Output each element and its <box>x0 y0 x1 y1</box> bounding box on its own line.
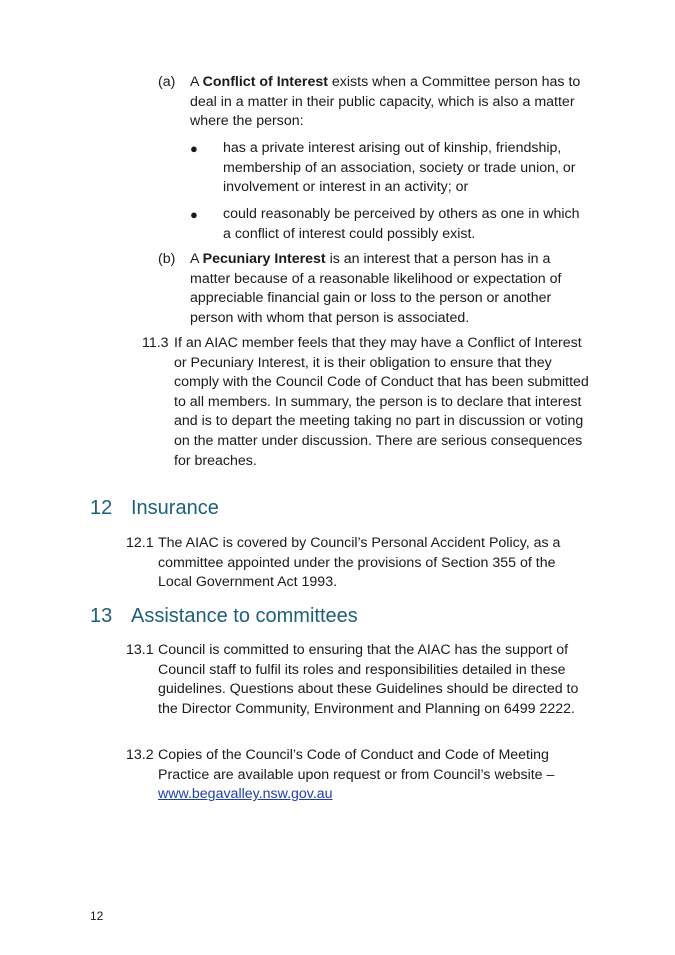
section-title: Insurance <box>131 497 219 519</box>
bullet-item <box>190 139 590 198</box>
clause-13-1 <box>126 641 586 719</box>
clause-text: Council is committed to ensuring that the AIAC has the support of Council staff to fulfil its roles and responsibilities detailed in these guidelines. Questions about these Guidelines should be directed to the Director Community, Environment and Planning on 6499 2222. <box>158 642 579 717</box>
clause-number: 13.2 <box>126 747 154 763</box>
bullet-item <box>190 205 590 244</box>
clause-11-2-a <box>158 73 588 132</box>
clause-13-2 <box>126 746 586 805</box>
clause-text: A Pecuniary Interest is an interest that a person has in a matter because of a reasonable likelihood or expectation of appreciable financial gain or loss to the person or another person with whom that person is associated. <box>190 251 562 326</box>
clause-text: The AIAC is covered by Council’s Personal Accident Policy, as a committee appointed under the provisions of Section 355 of the Local Government Act 1993. <box>158 535 561 591</box>
section-title: Assistance to committees <box>131 605 358 627</box>
clause-marker: (b) <box>158 251 176 267</box>
clause-number: 12.1 <box>126 535 154 551</box>
bullet-text: has a private interest arising out of kinship, friendship, membership of an association, society or trade union, or involvement or interest in an activity; or <box>223 140 576 196</box>
bullet-icon: ● <box>190 207 198 222</box>
clause-text: Copies of the Council’s Code of Conduct and Code of Meeting Practice are available upon request or from Council’s website – www.begavalley.nsw.gov.au <box>158 747 555 803</box>
clause-12-1 <box>126 534 586 593</box>
section-number: 12 <box>90 497 113 519</box>
council-website-link[interactable]: www.begavalley.nsw.gov.au <box>158 786 333 803</box>
clause-number: 13.1 <box>126 642 154 658</box>
clause-11-3 <box>142 334 590 471</box>
page-number: 12 <box>90 909 104 923</box>
clause-11-2-b <box>158 250 588 328</box>
section-number: 13 <box>90 605 113 627</box>
bullet-text: could reasonably be perceived by others as one in which a conflict of interest could possibly exist. <box>223 206 580 242</box>
clause-number: 11.3 <box>142 335 169 351</box>
clause-text: A Conflict of Interest exists when a Committee person has to deal in a matter in their public capacity, which is also a matter where the person: <box>190 74 581 130</box>
clause-marker: (a) <box>158 74 176 90</box>
defined-term: Conflict of Interest <box>202 74 328 90</box>
defined-term: Pecuniary Interest <box>202 251 326 267</box>
clause-text: If an AIAC member feels that they may have a Conflict of Interest or Pecuniary Interest, it is their obligation to ensure that they comply with the Council Code of Conduct that has been submitted to all members. In summary, the person is to declare that interest and is to depart the meeting taking no part in discussion or voting on the matter under discussion. There are serious consequences for breaches. <box>174 335 589 469</box>
bullet-icon: ● <box>190 141 198 156</box>
